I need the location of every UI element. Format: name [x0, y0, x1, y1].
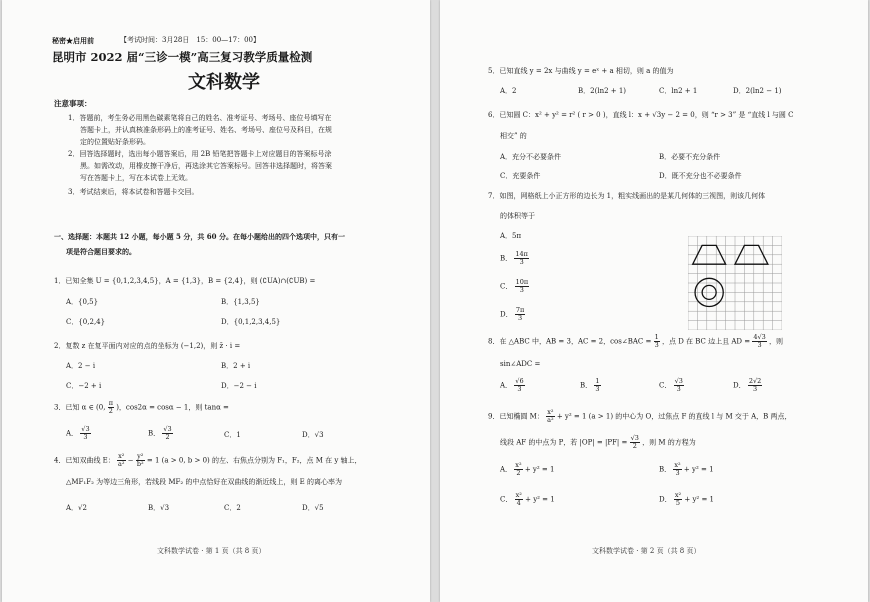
option-label: D． [500, 310, 513, 319]
q3-stem-part: 3．已知 α ∈ (0, [54, 403, 106, 412]
q8-stem-part: 8．在 △ABC 中，AB = 3，AC = 2，cos∠BAC = [488, 337, 652, 346]
fraction-denominator: 2 [632, 442, 637, 450]
fraction-denominator: 3 [519, 258, 524, 266]
fraction-numerator: 10π [515, 278, 529, 286]
q1-option-d: D．{0,1,2,3,4,5} [221, 318, 281, 326]
fraction-denominator: 3 [519, 286, 524, 294]
fraction-denominator: 3 [675, 469, 680, 477]
q1-option-b: B．{1,3,5} [221, 298, 260, 306]
fraction [514, 378, 524, 393]
option-label: B． [500, 254, 513, 263]
option-label: C． [500, 495, 513, 504]
fraction [752, 334, 766, 349]
fraction-numerator: x² [515, 461, 522, 469]
fraction-numerator: 1 [654, 333, 659, 341]
q6-option-d: D．既不充分也不必要条件 [659, 172, 742, 180]
fraction-denominator: 3 [654, 341, 659, 349]
option-rest: + y² = 1 [683, 465, 714, 474]
fraction-denominator: a² [118, 460, 125, 468]
q8-option-c [659, 378, 684, 393]
fraction [546, 409, 554, 424]
q2-option-c: C．−2 + i [66, 382, 102, 390]
fraction-numerator: √6 [515, 377, 524, 385]
q9-option-d [659, 492, 714, 507]
q3-option-a [66, 426, 91, 441]
fraction-numerator: x² [674, 491, 682, 499]
q8-stem-part: ，则 [769, 337, 783, 346]
grid-lines [688, 236, 782, 330]
q5-option-a: A．2 [500, 87, 517, 95]
q7-stem-line2: 的体积等于 [500, 212, 535, 220]
q5-option-c: C．ln2 + 1 [659, 87, 698, 95]
option-label: B． [659, 465, 672, 474]
option-rest: + y² = 1 [525, 495, 555, 504]
q7-option-a: A．5π [500, 232, 522, 240]
fraction-denominator: 3 [595, 385, 600, 393]
q8-stem-line2: sin∠ADC = [500, 360, 541, 368]
q3-option-c: C．1 [224, 431, 241, 439]
fraction-numerator: x² [547, 408, 554, 416]
q7-stem-line1: 7．如图，网格纸上小正方形的边长为 1，粗实线画出的是某几何体的三视图，则该几何体 [488, 192, 766, 200]
fraction [673, 462, 681, 477]
q1-option-c: C．{0,2,4} [66, 318, 106, 326]
fraction [630, 435, 640, 450]
minus-sign: − [127, 456, 134, 465]
notice-line: 答题卡上，并认真核准条形码上的准考证号、姓名、考场号、座位号及科目，在规 [80, 126, 332, 134]
q4-stem-line1 [54, 453, 362, 468]
q9-stem-part: 9．已知椭圆 M： [488, 412, 544, 421]
q4-stem-line2: △MF₁F₂ 为等边三角形，若线段 MF₂ 的中点恰好在双曲线的渐近线上，则 E 的离心率为 [66, 478, 342, 486]
fraction-numerator: x² [118, 452, 125, 460]
notice-line: 2．回答选择题时，选出每小题答案后，用 2B 铅笔把答题卡上对应题目的答案标号涂 [68, 150, 332, 158]
option-rest: + y² = 1 [684, 495, 714, 504]
notice-line: 3．考试结束后，将本试卷和答题卡交回。 [68, 188, 199, 196]
q9-option-b [659, 462, 714, 477]
q6-option-a: A．充分不必要条件 [500, 153, 562, 161]
q5-option-d: D．2(ln2 − 1) [733, 87, 782, 95]
q3-stem-part: )，cos2α = cosα − 1，则 tanα = [116, 403, 229, 412]
page-footer: 文科数学试卷 · 第 1 页（共 8 页） [157, 547, 266, 555]
q9-option-a [500, 462, 554, 477]
q6-option-c: C．充要条件 [500, 172, 541, 180]
option-label: D． [659, 495, 672, 504]
fraction-denominator: 5 [675, 499, 681, 507]
fraction [108, 400, 114, 415]
q8-stem-line1 [488, 334, 783, 349]
notice-title: 注意事项： [54, 99, 92, 108]
q1-option-a: A．{0,5} [66, 298, 99, 306]
option-label: B． [148, 429, 161, 438]
fraction [117, 453, 125, 468]
fraction-denominator: 3 [753, 385, 758, 393]
exam-title: 昆明市 2022 届“三诊一模”高三复习教学质量检测 [52, 50, 313, 64]
fraction [515, 279, 530, 294]
fraction [514, 251, 529, 266]
fraction-denominator: b² [136, 460, 144, 468]
q1-stem: 1．已知全集 U = {0,1,2,3,4,5}，A = {1,3}，B = {2,4}，则 (∁UA)∩(∁UB) = [54, 277, 316, 285]
q4-option-b: B．√3 [148, 504, 170, 512]
q7-option-d [500, 307, 525, 322]
fraction-numerator: 4√3 [753, 333, 766, 341]
q9-stem-part: 线段 AF 的中点为 P，若 |OP| = |PF| = [500, 438, 628, 447]
fraction-numerator: √3 [81, 425, 90, 433]
option-label: D． [733, 381, 746, 390]
q4-option-d: D．√5 [302, 504, 324, 512]
fraction-denominator: 2 [516, 469, 521, 477]
fraction-numerator: x² [515, 491, 522, 499]
notice-line: 黑。如需改动，用橡皮擦干净后，再选涂其它答案标号。回答非选择题时，将答案 [80, 162, 332, 170]
fraction-denominator: 3 [518, 314, 523, 322]
q2-option-d: D．−2 − i [221, 382, 257, 390]
exam-page-1 [2, 0, 430, 602]
q9-stem-line2 [500, 435, 696, 450]
fraction-numerator: 2√2 [748, 377, 762, 385]
q3-option-d: D．√3 [302, 431, 324, 439]
fraction-numerator: √3 [674, 377, 683, 385]
option-label: A． [500, 465, 513, 474]
q9-option-c [500, 492, 555, 507]
notice-line: 1．答题前，考生务必用黑色碳素笔将自己的姓名、准考证号、考场号、座位号填写在 [68, 114, 332, 122]
section-heading-cont: 项是符合题目要求的。 [66, 247, 136, 256]
fraction-numerator: x² [674, 461, 681, 469]
fraction-numerator: π [108, 399, 113, 407]
fraction-numerator: 1 [595, 377, 600, 385]
q4-stem-part: 4．已知双曲线 E： [54, 456, 115, 465]
fraction-denominator: 3 [517, 385, 522, 393]
fraction [136, 453, 145, 468]
fraction [80, 426, 90, 441]
fraction-denominator: a² [547, 416, 554, 424]
exam-page-2 [440, 0, 868, 602]
fraction-numerator: 7π [515, 306, 525, 314]
q7-option-b [500, 251, 529, 266]
option-label: C． [500, 282, 513, 291]
fraction [514, 462, 522, 477]
option-label: C． [659, 381, 672, 390]
q4-option-a: A．√2 [66, 504, 87, 512]
q3-option-b [148, 426, 173, 441]
q2-option-b: B．2 + i [221, 362, 251, 370]
fraction [594, 378, 600, 393]
fraction-denominator: 3 [757, 341, 762, 349]
fraction [162, 426, 172, 441]
fraction [654, 334, 660, 349]
q6-stem-line2: 相交” 的 [500, 132, 527, 140]
q9-stem-part: + y² = 1 (a > 1) 的中心为 O，过焦点 F 的直线 l 与 M 交于 A，B 两点， [556, 412, 792, 421]
q6-option-b: B．必要不充分条件 [659, 153, 721, 161]
secret-label: 秘密★启用前 [52, 36, 94, 45]
page-footer: 文科数学试卷 · 第 2 页（共 8 页） [592, 547, 701, 555]
fraction-denominator: 3 [83, 433, 88, 441]
option-label: A． [500, 381, 513, 390]
fraction-numerator: 14π [515, 250, 528, 258]
fraction [674, 492, 682, 507]
q8-option-d [733, 378, 762, 393]
q9-stem-line1 [488, 409, 792, 424]
q5-stem: 5．已知直线 y = 2x 与曲线 y = eˣ + a 相切，则 a 的值为 [488, 67, 674, 75]
q2-option-a: A．2 − i [66, 362, 96, 370]
fraction [674, 378, 684, 393]
q5-option-b: B．2(ln2 + 1) [578, 87, 627, 95]
option-rest: + y² = 1 [524, 465, 555, 474]
q6-stem-line1: 6．已知圆 C：x² + y² = r² ( r > 0 )，直线 l：x + √3y − 2 = 0，则 “r > 3” 是 “直线 l 与圆 C [488, 111, 794, 119]
fraction-denominator: 4 [516, 499, 521, 507]
q9-stem-part: ，则 M 的方程为 [642, 438, 696, 447]
q7-option-c [500, 279, 529, 294]
q4-option-c: C．2 [224, 504, 241, 512]
notice-line: 写在答题卡上，写在本试卷上无效。 [80, 174, 192, 182]
q8-option-a [500, 378, 525, 393]
fraction [748, 378, 762, 393]
section-heading: 一、选择题：本题共 12 小题，每小题 5 分，共 60 分。在每小题给出的四个选项中，只有一 [54, 232, 345, 241]
option-label: A． [66, 429, 79, 438]
exam-time: 【考试时间：3月28日 15：00—17：00】 [120, 36, 260, 44]
subject-title: 文科数学 [188, 72, 260, 93]
q4-stem-part: = 1 (a > 0, b > 0) 的左、右焦点分别为 F₁，F₂，点 M 在 y 轴上， [146, 456, 362, 465]
option-label: B． [580, 381, 593, 390]
fraction [515, 492, 523, 507]
fraction-numerator: √3 [630, 434, 639, 442]
fraction-denominator: 2 [165, 433, 170, 441]
fraction-numerator: y² [137, 452, 144, 460]
notice-line: 定的位置贴好条形码。 [80, 138, 150, 146]
q8-option-b [580, 378, 601, 393]
q3-stem [54, 400, 229, 415]
three-view-figure [688, 236, 782, 330]
q2-stem: 2．复数 z 在复平面内对应的点的坐标为 (−1,2)，则 z̄ · i = [54, 342, 241, 350]
fraction-numerator: √3 [163, 425, 172, 433]
q8-stem-part: ，点 D 在 BC 边上且 AD = [661, 337, 751, 346]
fraction-denominator: 3 [676, 385, 681, 393]
fraction-denominator: 2 [108, 407, 113, 415]
fraction [515, 307, 525, 322]
